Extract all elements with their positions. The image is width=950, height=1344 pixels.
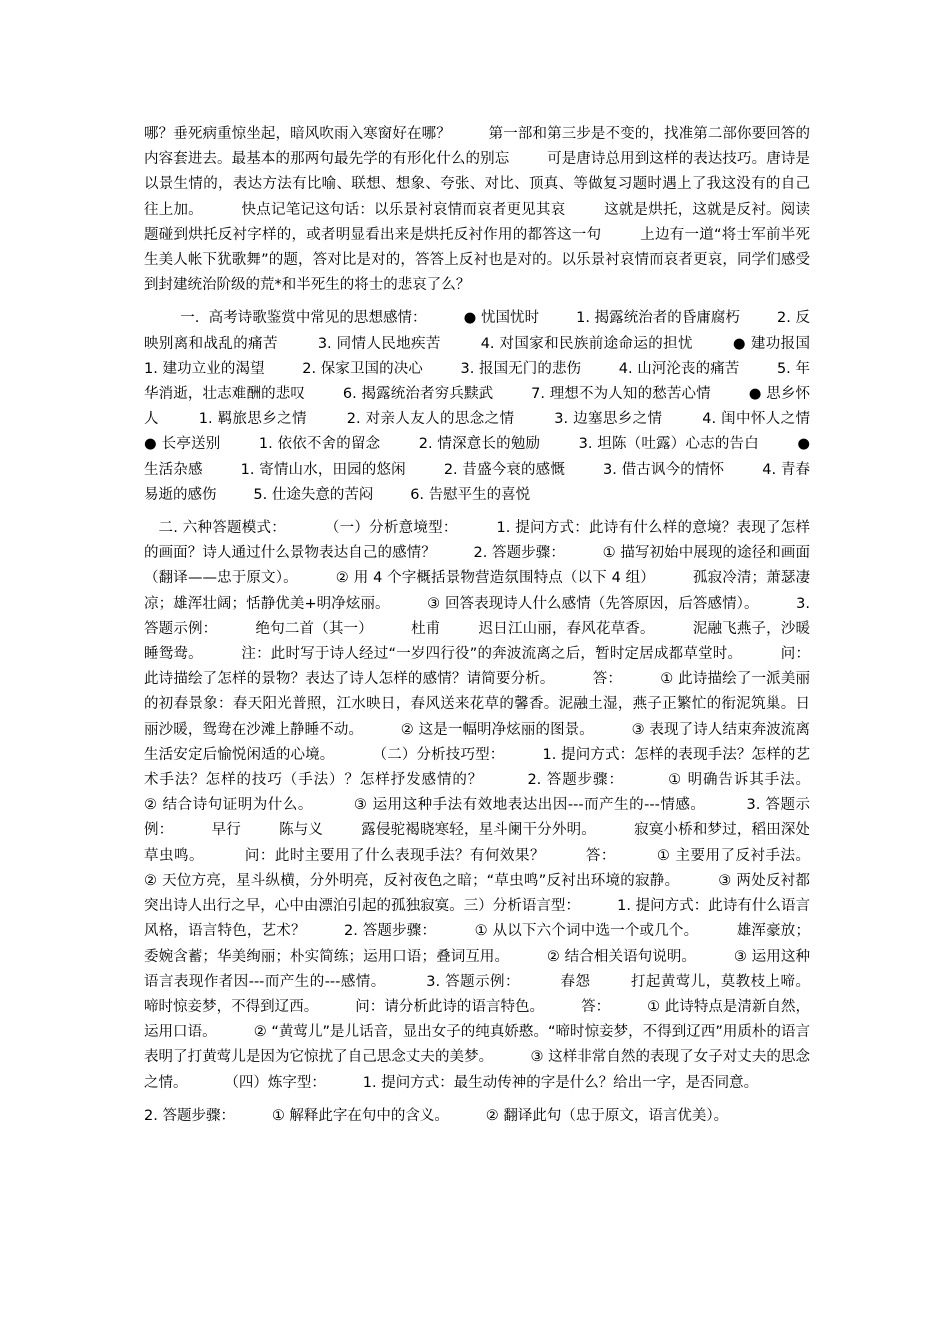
paragraph-section-two-answer-patterns: 二. 六种答题模式： （一）分析意境型： 1. 提问方式：此诗有什么样的意境？表现了怎样的画面？诗人通过什么景物表达自己的感情？ 2. 答题步骤： ① 描写初始中展现的途径和画面（翻译——忠于原文）。 ② 用 4 个字概括景物营造氛围特点（以下 4 组） 孤寂冷清；萧瑟凄凉；雄浑壮阔；恬静优美+明净炫丽。 ③ 回答表现诗人什么感情（先答原因，后答感情）。 3. 答题示例： 绝句二首（其一） 杜甫 迟日江山丽，春风花草香。 泥融飞燕子，沙暖睡鸳鸯。 注：此时写于诗人经过“一岁四行役”的奔波流离之后，暂时定居成都草堂时。 问：此诗描绘了怎样的景物？表达了诗人怎样的感情？请简要分析。 答： ① 此诗描绘了一派美丽的初春景象：春天阳光普照，江水映日，春风送来花草的馨香。泥融土湿，燕子正繁忙的衔泥筑巢。日丽沙暖，鸳鸯在沙滩上静睡不动。 ② 这是一幅明净炫丽的图景。 ③ 表现了诗人结束奔波流离生活安定后愉悦闲适的心境。 （二）分析技巧型： 1. 提问方式：怎样的表现手法？怎样的艺术手法？怎样的技巧（手法）？怎样抒发感情的？ 2. 答题步骤： ① 明确告诉其手法。 ② 结合诗句证明为什么。 ③ 运用这种手法有效地表达出因---而产生的---情感。 3. 答题示例： 早行 陈与义 露侵驼褐晓寒轻，星斗阑干分外明。 寂寞小桥和梦过，稻田深处草虫鸣。 问：此时主要用了什么表现手法？有何效果？ 答： ① 主要用了反衬手法。 ② 天位方亮，星斗纵横，分外明亮，反衬夜色之暗；“草虫鸣”反衬出环境的寂静。 ③ 两处反衬都突出诗人出行之早，心中由漂泊引起的孤独寂寞。三）分析语言型： 1. 提问方式：此诗有什么语言风格，语言特色，艺术？ 2. 答题步骤： ① 从以下六个词中选一个或几个。 雄浑豪放；委婉含蓄；华美绚丽；朴实简练；运用口语；叠词互用。 ② 结合相关语句说明。 ③ 运用这种语言表现作者因---而产生的---感情。 3. 答题示例： 春怨 打起黄莺儿，莫教枝上啼。 啼时惊妾梦，不得到辽西。 问：请分析此诗的语言特色。 答： ① 此诗特点是清新自然，运用口语。 ② “黄莺儿”是儿话音，显出女子的纯真娇憨。“啼时惊妾梦，不得到辽西”用质朴的语言表明了打黄莺儿是因为它惊扰了自己思念丈夫的美梦。 ③ 这样非常自然的表现了女子对丈夫的思念之情。 （四）炼字型： 1. 提问方式：最生动传神的字是什么？给出一字，是否同意。: [144, 520, 847, 1091]
paragraph-answer-steps: 2. 答题步骤： ① 解释此字在句中的含义。 ② 翻译此句（忠于原文，语言优美）。: [144, 1107, 729, 1124]
paragraph-section-one-emotions: 一. 高考诗歌鉴赏中常见的思想感情： ● 忧国忧时 1. 揭露统治者的昏庸腐朽 2. 反映别离和战乱的痛苦 3. 同情人民地疾苦 4. 对国家和民族前途命运的担忧 ● 建功报国 1. 建功立业的渴望 2. 保家卫国的决心 3. 报国无门的悲伤 4. 山河沦丧的痛苦 5. 年华消逝，壮志难酬的悲叹 6. 揭露统治者穷兵黩武 7. 理想不为人知的愁苦心情 ● 思乡怀人 1. 羁旅思乡之情 2. 对亲人友人的思念之情 3. 边塞思乡之情 4. 闺中怀人之情 ● 长亭送别 1. 依依不舍的留念 2. 情深意长的勉励 3. 坦陈（吐露）心志的告白 ● 生活杂感 1. 寄情山水，田园的悠闲 2. 昔盛今衰的感慨 3. 借古讽今的情怀 4. 青春易逝的感伤 5. 仕途失意的苦闷 6. 告慰平生的喜悦: [144, 310, 847, 503]
paragraph-intro-notes: 哪？垂死病重惊坐起，暗风吹雨入寒窗好在哪？ 第一部和第三步是不变的，找准第二部你要回答的内容套进去。最基本的那两句最先学的有形化什么的别忘 可是唐诗总用到这样的表达技巧。唐诗是以景生情的，表达方法有比喻、联想、想象、夸张、对比、顶真、等做复习题时遇上了我这没有的自己往上加。 快点记笔记这句话：以乐景衬哀情而哀者更见其哀 这就是烘托，这就是反衬。阅读题碰到烘托反衬字样的，或者明显看出来是烘托反衬作用的都答这一句 上边有一道“将士军前半死生美人帐下犹歌舞”的题，答对比是对的，答答上反衬也是对的。以乐景衬哀情而哀者更哀，同学们感受到封建统治阶级的荒*和半死生的将士的悲哀了么？: [144, 126, 810, 294]
document-body: [144, 122, 847, 1129]
